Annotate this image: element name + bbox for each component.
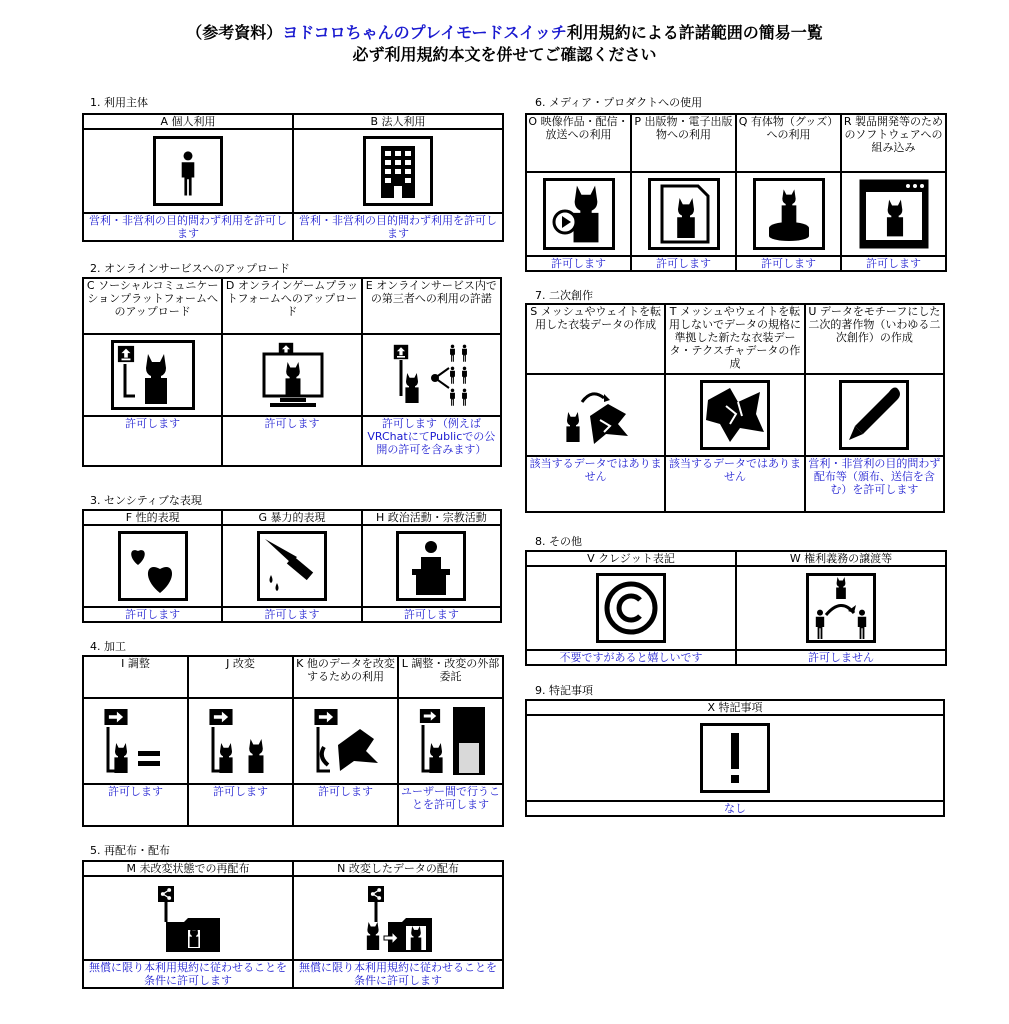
item-a-permission: 営利・非営利の目的問わず利用を許可します (83, 213, 293, 241)
item-w-head: W 権利義務の譲渡等 (736, 551, 946, 566)
item-w-permission: 許可しません (736, 650, 946, 665)
section-8-table (525, 550, 947, 666)
transfer-icon (806, 573, 876, 643)
video-icon (543, 178, 615, 250)
costume-icon (560, 380, 632, 450)
section-6-table (525, 113, 947, 272)
person-icon (153, 136, 223, 206)
outsource-icon (415, 705, 487, 777)
section-9-table (525, 699, 945, 817)
item-g-permission: 許可します (222, 607, 361, 622)
section-9-label: 9. 特記事項 (535, 684, 593, 697)
section-5-table (82, 860, 504, 989)
item-x-permission: なし (526, 801, 944, 816)
section-1-label: 1. 利用主体 (90, 96, 148, 109)
item-u-permission: 営利・非営利の目的問わず配布等（頒布、送信を含む）を許可します (805, 456, 944, 512)
item-t-permission: 該当するデータではありません (665, 456, 804, 512)
item-m-head: M 未改変状態での再配布 (83, 861, 293, 876)
item-s-head: S メッシュやウェイトを転用した衣装データの作成 (526, 304, 665, 374)
copyright-icon (596, 573, 666, 643)
fabric-icon (700, 380, 770, 450)
item-b-permission: 営利・非営利の目的問わず利用を許可します (293, 213, 503, 241)
item-f-permission: 許可します (83, 607, 222, 622)
item-i-permission: 許可します (83, 784, 188, 826)
item-r-head: R 製品開発等のためのソフトウェアへの組み込み (841, 114, 946, 172)
section-3-label: 3. センシティブな表現 (90, 494, 202, 507)
upload-monitor-icon (250, 340, 334, 410)
item-k-head: K 他のデータを改変するための利用 (293, 656, 398, 698)
distribute-modified-icon (362, 882, 434, 954)
page-title (0, 22, 1009, 66)
item-v-head: V クレジット表記 (526, 551, 736, 566)
section-1-table (82, 113, 504, 242)
modify-other-icon (310, 705, 382, 777)
item-m-permission: 無償に限り本利用規約に従わせることを条件に許可します (83, 960, 293, 988)
redistribute-icon (152, 882, 224, 954)
item-s-permission: 該当するデータではありません (526, 456, 665, 512)
item-l-permission: ユーザー間で行うことを許可します (398, 784, 503, 826)
publication-icon (648, 178, 720, 250)
hearts-icon (118, 531, 188, 601)
section-7-table (525, 303, 945, 513)
title-highlight: ヨドコロちゃんのプレイモードスイッチ (282, 23, 567, 42)
section-2-table (82, 277, 502, 467)
item-c-permission: 許可します (83, 416, 222, 466)
item-n-head: N 改変したデータの配布 (293, 861, 503, 876)
section-5-label: 5. 再配布・配布 (90, 844, 170, 857)
item-a-head: A 個人利用 (83, 114, 293, 129)
item-h-permission: 許可します (362, 607, 501, 622)
item-q-permission: 許可します (736, 256, 841, 271)
item-l-head: L 調整・改変の外部委託 (398, 656, 503, 698)
section-7-label: 7. 二次創作 (535, 289, 593, 302)
item-e-head: E オンラインサービス内での第三者への利用の許諾 (362, 278, 501, 334)
item-k-permission: 許可します (293, 784, 398, 826)
item-v-permission: 不要ですがあると嬉しいです (526, 650, 736, 665)
item-u-head: U データをモチーフにした二次的著作物（いわゆる二次創作）の作成 (805, 304, 944, 374)
item-d-permission: 許可します (222, 416, 361, 466)
upload-avatar-icon (111, 340, 195, 410)
exclamation-icon (700, 723, 770, 793)
section-4-label: 4. 加工 (90, 640, 126, 653)
title-subtitle: 必ず利用規約本文を併せてご確認ください (352, 45, 657, 64)
software-icon (858, 178, 930, 250)
item-r-permission: 許可します (841, 256, 946, 271)
item-c-head: C ソーシャルコミュニケーションプラットフォームへのアップロード (83, 278, 222, 334)
item-d-head: D オンラインゲームプラットフォームへのアップロード (222, 278, 361, 334)
item-i-head: I 調整 (83, 656, 188, 698)
adjust-icon (100, 705, 172, 777)
item-o-permission: 許可します (526, 256, 631, 271)
building-icon (363, 136, 433, 206)
item-j-head: J 改変 (188, 656, 293, 698)
section-6-label: 6. メディア・プロダクトへの使用 (535, 96, 703, 109)
item-t-head: T メッシュやウェイトを転用しないでデータの規格に準拠した新たな衣装データ・テクスチャデータの作成 (665, 304, 804, 374)
pen-icon (839, 380, 909, 450)
item-n-permission: 無償に限り本利用規約に従わせることを条件に許可します (293, 960, 503, 988)
section-8-label: 8. その他 (535, 535, 582, 548)
podium-icon (396, 531, 466, 601)
goods-icon (753, 178, 825, 250)
item-o-head: O 映像作品・配信・放送への利用 (526, 114, 631, 172)
knife-icon (257, 531, 327, 601)
section-4-table (82, 655, 504, 827)
title-prefix: （参考資料） (186, 23, 283, 42)
item-h-head: H 政治活動・宗教活動 (362, 510, 501, 525)
title-suffix: 利用規約による許諾範囲の簡易一覧 (566, 23, 823, 42)
item-x-head: X 特記事項 (526, 700, 944, 715)
item-e-permission: 許可します（例えばVRChatにてPublicでの公開の許可を含みます） (362, 416, 501, 466)
share-users-icon (389, 340, 473, 410)
item-g-head: G 暴力的表現 (222, 510, 361, 525)
item-p-permission: 許可します (631, 256, 736, 271)
item-j-permission: 許可します (188, 784, 293, 826)
section-3-table (82, 509, 502, 623)
item-b-head: B 法人利用 (293, 114, 503, 129)
item-q-head: Q 有体物（グッズ）への利用 (736, 114, 841, 172)
item-f-head: F 性的表現 (83, 510, 222, 525)
modify-icon (205, 705, 277, 777)
section-2-label: 2. オンラインサービスへのアップロード (90, 262, 290, 275)
item-p-head: P 出版物・電子出版物への利用 (631, 114, 736, 172)
